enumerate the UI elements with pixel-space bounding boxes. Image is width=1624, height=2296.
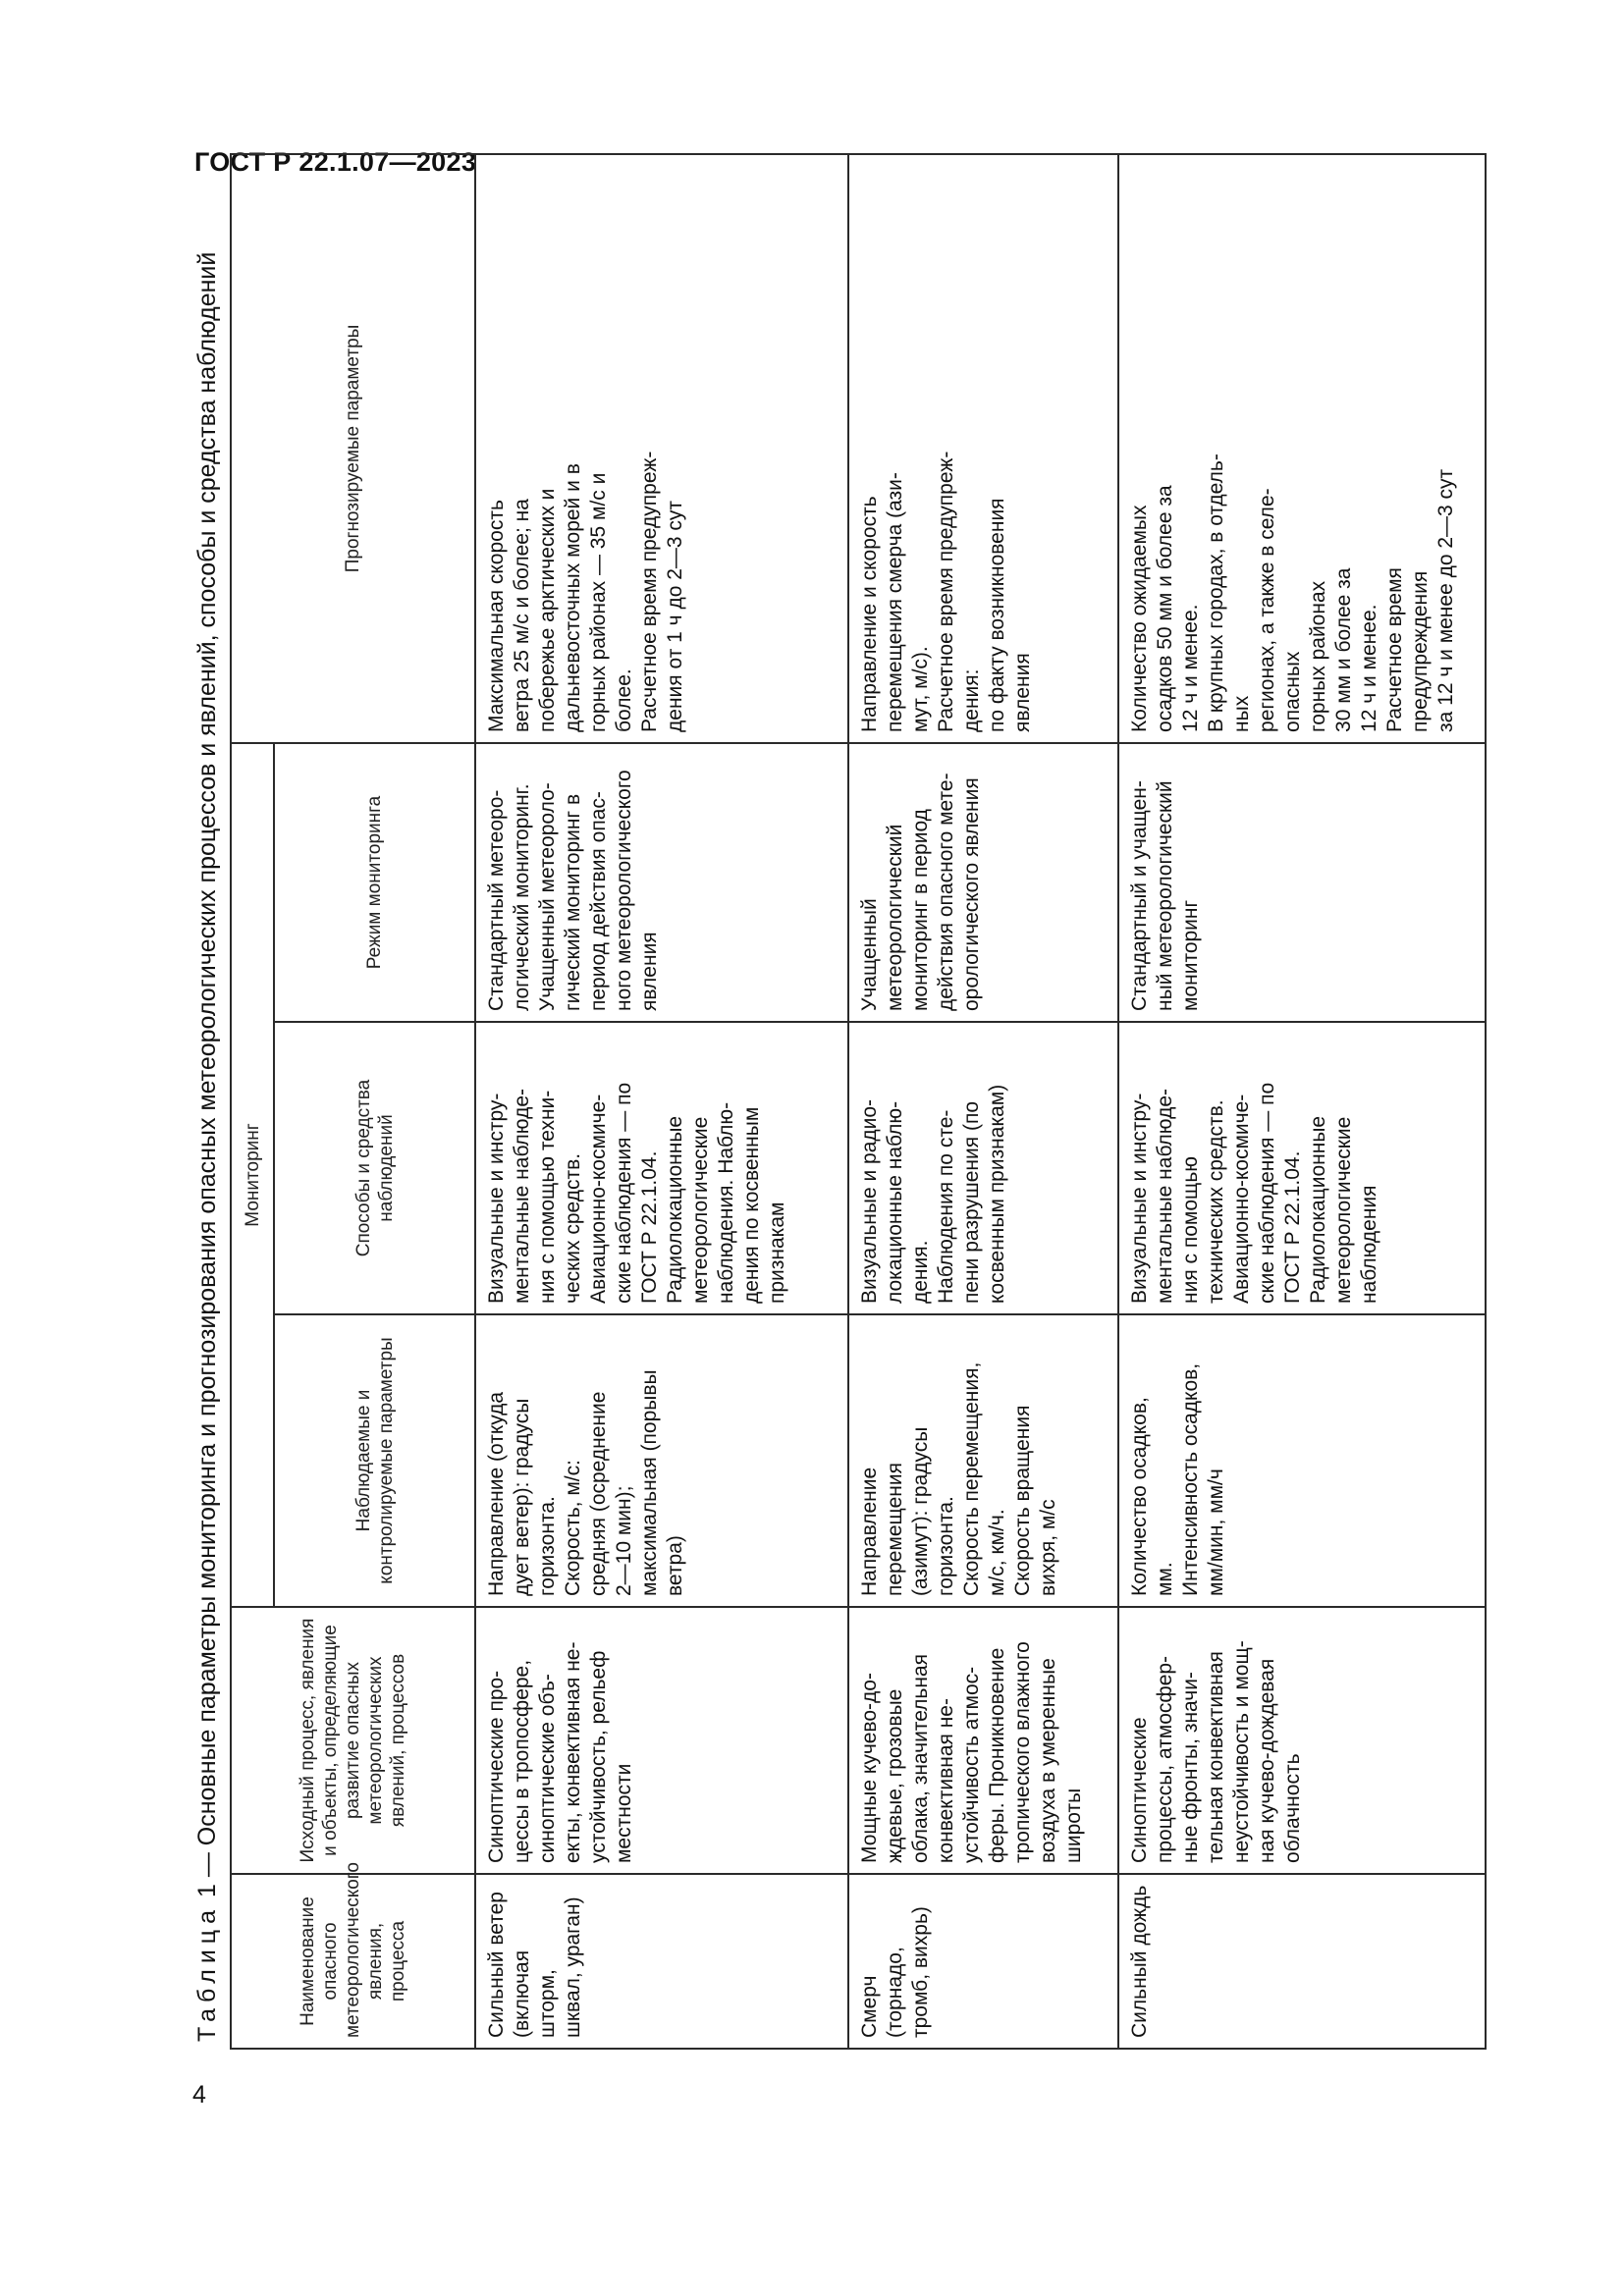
cell-line: дует ветер): градусы [511,1398,533,1596]
cell-line: ного метеорологического [613,770,635,1011]
cell-line: ных [1230,695,1253,732]
cell-mode [848,743,1118,1022]
cell-line: конвективная не- [935,1698,957,1863]
cell-line: (азимут): градусы [909,1426,932,1596]
cell-line: перемещения смерча (ази- [884,472,906,732]
cell-line: метеорологические [689,1116,712,1304]
cell-line: Учащенный [858,898,881,1011]
cell-line: Направление и скорость [858,496,881,732]
cell-line: Радиолокационные [664,1115,686,1304]
cell-forecast [848,154,1118,743]
cell-line: процессы, атмосфер- [1154,1655,1176,1863]
cell-line: Авиационно-космиче- [1230,1094,1253,1304]
cell-line: цессы в тропосфере, [511,1659,533,1863]
cell-line: косвенным признакам) [986,1084,1008,1304]
cell-line: Стандартный метеоро- [485,789,508,1011]
cell-line: дальневосточных морей и в [562,463,584,732]
cell-line: орологического явления [960,777,983,1011]
cell-observed [1118,1314,1486,1607]
cell-line: (включая шторм, [511,1949,559,2038]
cell-line: горизонта. [536,1496,559,1596]
cell-line: вихря, м/с [1037,1499,1059,1596]
cell-line: Стандартный и учащен- [1128,780,1151,1011]
cell-line: горизонта. [935,1496,957,1596]
document-number: ГОСТ Р 22.1.07—2023 [194,147,477,177]
cell-line: Направление [858,1467,881,1596]
cell-line: технических средств. [1205,1099,1227,1304]
cell-line: признакам [766,1201,788,1304]
cell-methods [475,1022,848,1314]
cell-line: 30 мм и более за [1332,567,1355,732]
cell-line: наблюдения. Наблю- [715,1101,737,1304]
cell-line: дения: [960,668,983,732]
cell-line: предупреждения [1409,570,1432,732]
cell-line: логический мониторинг. [511,783,533,1011]
cell-methods [848,1022,1118,1314]
cell-line: регионах, а также в селе- [1256,488,1278,732]
cell-line: В крупных городах, в отдель- [1205,454,1227,732]
cell-line: ждевые, грозовые [884,1688,906,1863]
cell-line: дения по косвенным [740,1106,763,1304]
cell-line: мм. [1154,1562,1176,1596]
cell-forecast [1118,154,1486,743]
table-row [848,154,1118,2049]
cell-line: Расчетное время предупреж- [638,451,661,732]
cell-source [1118,1607,1486,1874]
header-mode: Режим мониторинга [274,743,475,1022]
cell-source [475,1607,848,1874]
cell-line: ментальные наблюде- [1154,1088,1176,1304]
cell-line: 2—10 мин); [613,1485,635,1596]
cell-line: наблюдения [1358,1185,1380,1304]
cell-line: средняя (осреднение [587,1391,610,1596]
cell-line: ментальные наблюде- [511,1088,533,1304]
cell-line: Смерч (торнадо, [858,1947,906,2038]
cell-line: устойчивость, рельеф [587,1650,610,1863]
cell-line: максимальная (порывы [638,1369,661,1596]
header-source: Исходный процесс, явления и объекты, определяющие развитие опасных метеорологических явлений, процессов [231,1607,475,1874]
cell-line: синоптические объ- [536,1674,559,1863]
cell-line: Синоптические про- [485,1670,508,1863]
cell-line: пени разрушения (по [960,1100,983,1304]
cell-line: тельная конвективная [1205,1651,1227,1863]
cell-source [848,1607,1118,1874]
cell-line: Расчетное время предупреж- [935,451,957,732]
cell-line: местности [613,1763,635,1863]
cell-line: устойчивость атмос- [960,1666,983,1863]
cell-line: феры. Проникновение [986,1647,1008,1863]
cell-line: Синоптические [1128,1717,1151,1863]
header-monitoring: Мониторинг [231,743,274,1607]
cell-line: Визуальные и инстру- [1128,1093,1151,1304]
cell-line: ветра 25 м/с и более; на [511,499,533,732]
cell-line: ские наблюдения — по [1256,1082,1278,1304]
cell-line: ные фронты, значи- [1179,1672,1202,1863]
cell-line: Расчетное время [1383,567,1406,732]
cell-line: Авиационно-космиче- [587,1094,610,1304]
cell-line: мут, м/с). [909,646,932,732]
cell-line: облачность [1281,1753,1304,1863]
cell-line: Направление (откуда [485,1391,508,1596]
cell-line: Наблюдения по сте- [935,1109,957,1304]
cell-line: Скорость, м/с: [562,1460,584,1596]
cell-line: Скорость вращения [1011,1405,1034,1596]
cell-line: 12 ч и менее. [1358,604,1380,732]
cell-line: Мощные кучево-до- [858,1673,881,1863]
cell-line: ские наблюдения — по [613,1082,635,1304]
cell-line: ния с помощью техни- [536,1090,559,1304]
cell-line: метеорологический [884,824,906,1011]
table-row [475,154,848,2049]
header-observed: Наблюдаемые и контролируемые параметры [274,1314,475,1607]
cell-line: екты, конвективная не- [562,1641,584,1863]
cell-line: ГОСТ Р 22.1.04. [1281,1150,1304,1304]
cell-observed [475,1314,848,1607]
cell-line: тромб, вихрь) [909,1906,932,2038]
cell-line: Скорость перемещения, [960,1362,983,1596]
cell-line: Максимальная скорость [485,500,508,732]
cell-line: 12 ч и менее. [1179,604,1202,732]
cell-line: период действия опас- [587,791,610,1011]
cell-line: Количество ожидаемых [1128,505,1151,732]
cell-line: Радиолокационные [1307,1115,1329,1304]
cell-line: воздуха в умеренные [1037,1658,1059,1863]
cell-mode [475,743,848,1022]
cell-line: мм/мин, мм/ч [1205,1468,1227,1596]
cell-line: облака, значительная [909,1653,932,1863]
cell-line: по факту возникновения [986,498,1008,732]
cell-line: более. [613,668,635,732]
cell-line: дения от 1 ч до 2—3 сут [664,500,686,732]
cell-line: горных районах — 35 м/с и [587,472,610,732]
cell-observed [848,1314,1118,1607]
cell-line: гический мониторинг в [562,793,584,1011]
cell-methods [1118,1022,1486,1314]
cell-line: явления [1011,653,1034,732]
cell-line: ГОСТ Р 22.1.04. [638,1150,661,1304]
page-number: 4 [192,2081,206,2109]
cell-line: Количество осадков, [1128,1397,1151,1596]
caption-text: 1 — Основные параметры мониторинга и прогнозирования опасных метеорологических процессов и явлений, способы и средства наблюдений [193,251,221,1904]
parameters-table [230,153,1487,2050]
cell-line: действия опасного мете- [935,773,957,1011]
cell-line: горных районах [1307,580,1329,732]
cell-name [1118,1874,1486,2049]
cell-line: ветра) [664,1535,686,1596]
cell-line: мониторинг в период [909,809,932,1011]
header-methods: Способы и средства наблюдений [274,1022,475,1314]
cell-line: ный метеорологический [1154,780,1176,1011]
cell-line: шквал, ураган) [562,1896,584,2038]
cell-line: за 12 ч и менее до 2—3 сут [1435,468,1457,732]
cell-line: дения. [909,1240,932,1304]
cell-line: Визуальные и инстру- [485,1093,508,1304]
cell-line: тропического влажного [1011,1641,1034,1863]
cell-line: ная кучево-дождевая [1256,1658,1278,1863]
cell-line: Учащенный метеороло- [536,782,559,1011]
cell-line: побережье арктических и [536,488,559,732]
cell-line: явления [638,932,661,1011]
cell-line: локационные наблю- [884,1100,906,1304]
cell-name [475,1874,848,2049]
table-caption [185,137,230,2042]
caption-label: Таблица [193,1903,221,2042]
cell-line: опасных [1281,651,1304,732]
cell-line: Сильный дождь [1128,1885,1151,2038]
cell-line: Сильный ветер [485,1892,508,2038]
cell-mode [1118,743,1486,1022]
cell-line: ния с помощью [1179,1155,1202,1304]
cell-line: мониторинг [1179,899,1202,1011]
header-forecast: Прогнозируемые параметры [231,154,475,743]
cell-line: метеорологические [1332,1116,1355,1304]
cell-line: м/с, км/ч. [986,1509,1008,1596]
header-name: Наименование опасного метеорологического явления, процесса [231,1874,475,2049]
cell-line: ческих средств. [562,1152,584,1304]
table-row [1118,154,1486,2049]
table-body [475,154,1486,2049]
cell-line: Визуальные и радио- [858,1098,881,1304]
cell-line: Интенсивность осадков, [1179,1362,1202,1596]
cell-line: неустойчивость и мощ- [1230,1640,1253,1863]
cell-name [848,1874,1118,2049]
cell-forecast [475,154,848,743]
rotated-table-block [185,126,1490,2079]
cell-line: широты [1062,1788,1085,1863]
cell-line: осадков 50 мм и более за [1154,485,1176,732]
cell-line: перемещения [884,1463,906,1596]
